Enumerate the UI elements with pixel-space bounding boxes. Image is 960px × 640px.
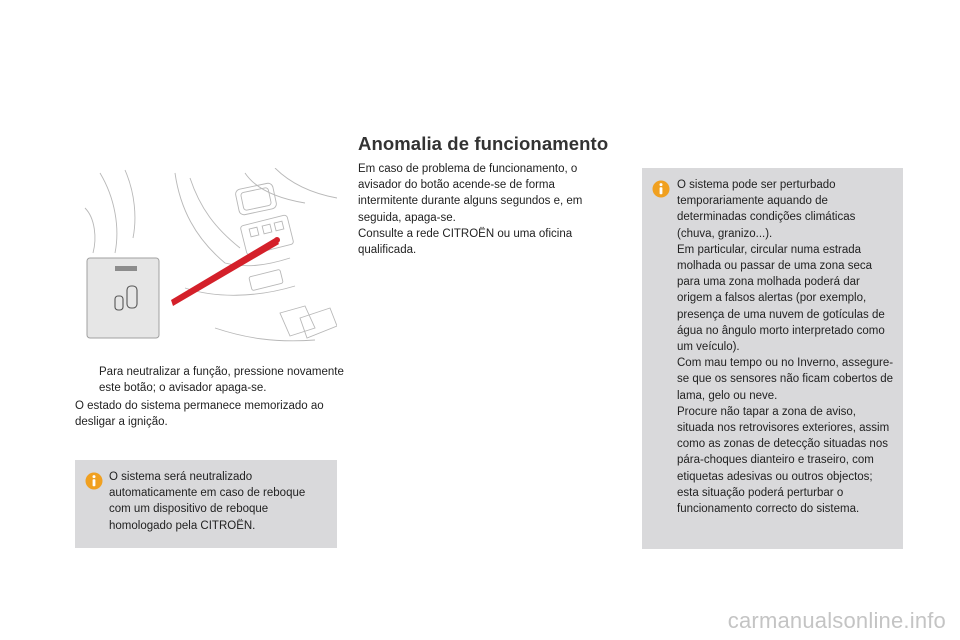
weather-paragraph-2: Em particular, circular numa estrada molhada ou passar de uma zona seca para uma zona molhada poderá dar origem a falsos alertas (por exemplo, presença de uma nuvem de gotículas de água no ângulo morto interpretado como um veículo).: [677, 243, 885, 354]
weather-paragraph-3: Com mau tempo ou no Inverno, assegure-se que os sensores não ficam cobertos de lama, gelo ou neve.: [677, 357, 894, 402]
malfunction-paragraph-2: Consulte a rede CITROËN ou uma oficina qualificada.: [358, 227, 573, 257]
bullet-marker: [75, 364, 99, 396]
weather-paragraph-4: Procure não tapar a zona de aviso, situada nos retrovisores exteriores, assim como as zonas de detecção situadas nos pára-choques dianteiro e traseiro, com etiquetas adesivas ou outros objectos; esta situação poderá perturbar o funcionamento correcto do sistema.: [677, 405, 890, 516]
info-icon: [85, 472, 103, 490]
weather-info-box: [642, 168, 903, 549]
info-icon: [652, 180, 670, 198]
section-heading: Anomalia de funcionamento: [358, 133, 609, 154]
bullet-item: [75, 364, 345, 396]
malfunction-paragraph-1: Em caso de problema de funcionamento, o avisador do botão acende-se de forma intermitente durante alguns segundos e, em seguida, apaga-se.: [358, 163, 583, 224]
bullet-text: Para neutralizar a função, pressione novamente este botão; o avisador apaga-se.: [99, 366, 344, 394]
left-text-block: [75, 364, 345, 430]
memory-paragraph: O estado do sistema permanece memorizado ao desligar a ignição.: [75, 400, 324, 428]
watermark-text: carmanualsonline.info: [727, 608, 946, 633]
malfunction-text: [358, 161, 608, 258]
towing-info-box: [75, 460, 337, 548]
towing-info-text: O sistema será neutralizado automaticamente em caso de reboque com um dispositivo de reboque homologado pela CITROËN.: [109, 471, 306, 532]
dashboard-illustration: [75, 168, 337, 353]
weather-info-text: [677, 177, 895, 517]
weather-paragraph-1: O sistema pode ser perturbado temporariamente aquando de determinadas condições climáticas (chuva, granizo...).: [677, 179, 856, 240]
dashboard-drawing: [75, 168, 337, 353]
